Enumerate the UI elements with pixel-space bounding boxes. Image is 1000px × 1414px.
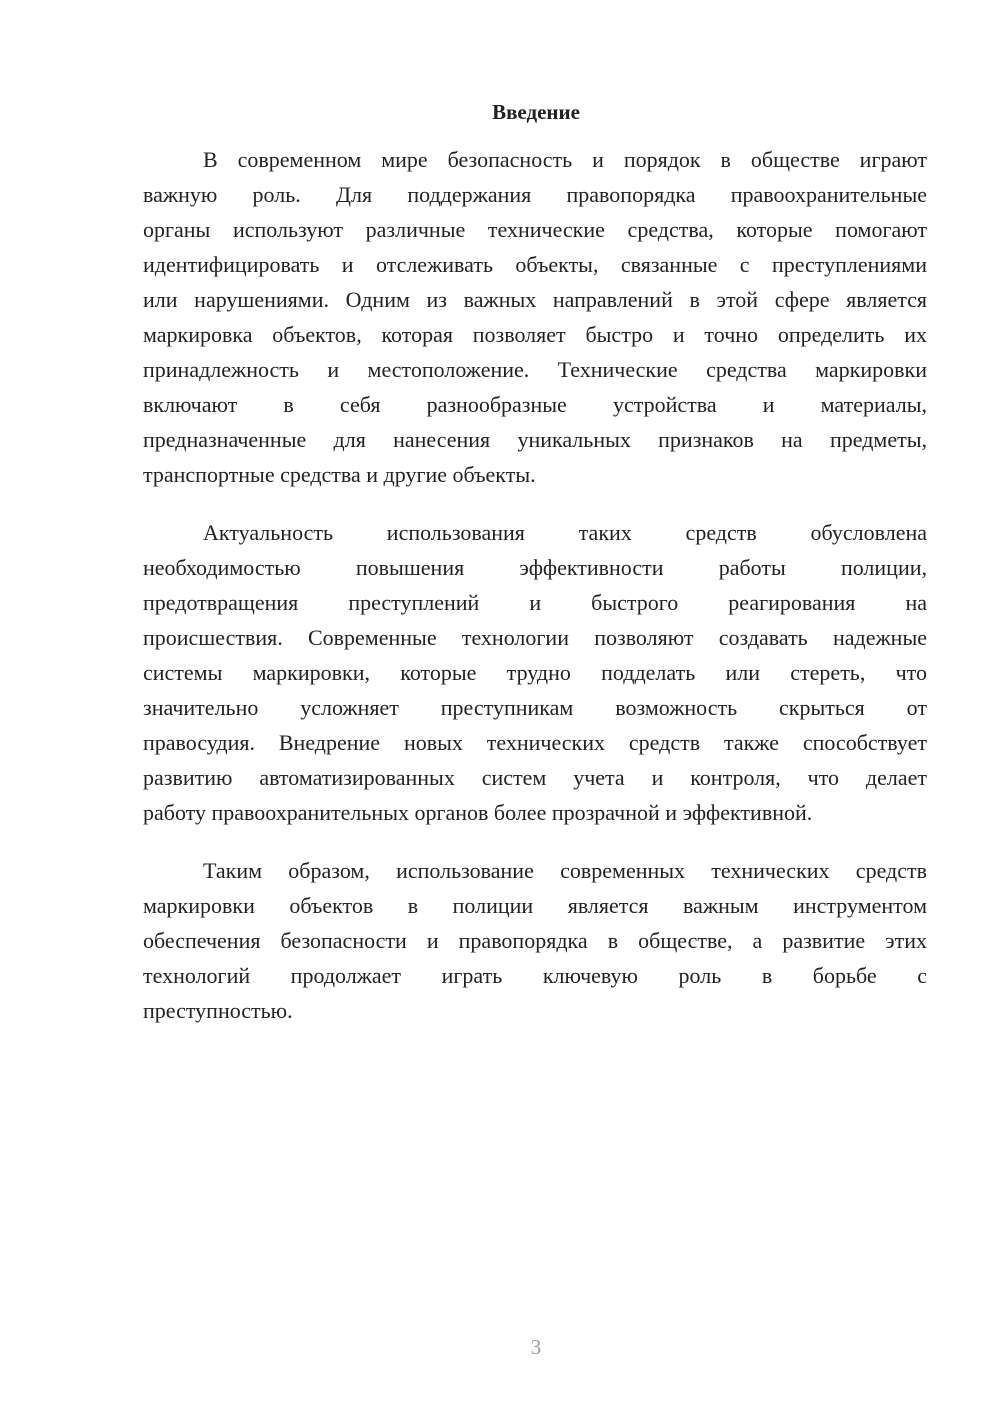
- text-line: необходимостью повышения эффективности работы полиции,: [143, 555, 927, 580]
- text-line: обеспечения безопасности и правопорядка в обществе, а развитие этих: [143, 928, 927, 953]
- paragraph-3: [143, 853, 927, 1028]
- text-line: происшествия. Современные технологии позволяют создавать надежные: [143, 625, 927, 650]
- text-line: включают в себя разнообразные устройства и материалы,: [143, 392, 927, 417]
- text-line: или нарушениями. Одним из важных направлений в этой сфере является: [143, 287, 927, 312]
- text-line: маркировка объектов, которая позволяет быстро и точно определить их: [143, 322, 927, 347]
- text-line: развитию автоматизированных систем учета и контроля, что делает: [143, 765, 927, 790]
- text-line: правосудия. Внедрение новых технических средств также способствует: [143, 730, 927, 755]
- paragraph-text: [143, 515, 927, 830]
- text-line: предназначенные для нанесения уникальных признаков на предметы,: [143, 427, 927, 452]
- paragraph-1: [143, 142, 927, 492]
- text-line: значительно усложняет преступникам возможность скрыться от: [143, 695, 927, 720]
- text-line: Актуальность использования таких средств обусловлена: [203, 520, 927, 545]
- text-line: работу правоохранительных органов более прозрачной и эффективной.: [143, 800, 813, 825]
- paragraph-text: [143, 142, 927, 492]
- text-line: идентифицировать и отслеживать объекты, связанные с преступлениями: [143, 252, 927, 277]
- text-line: Таким образом, использование современных технических средств: [203, 858, 927, 883]
- page-title: Введение: [492, 100, 580, 124]
- paragraph-text: [143, 853, 927, 1028]
- text-line: маркировки объектов в полиции является важным инструментом: [143, 893, 927, 918]
- text-line: важную роль. Для поддержания правопорядка правоохранительные: [143, 182, 927, 207]
- text-line: преступностью.: [143, 998, 293, 1023]
- paragraph-2: [143, 515, 927, 830]
- text-line: органы используют различные технические средства, которые помогают: [143, 217, 927, 242]
- page-number: 3: [530, 1335, 542, 1359]
- text-line: принадлежность и местоположение. Технические средства маркировки: [143, 357, 927, 382]
- text-line: предотвращения преступлений и быстрого реагирования на: [143, 590, 927, 615]
- text-line: технологий продолжает играть ключевую роль в борьбе с: [143, 963, 927, 988]
- text-line: транспортные средства и другие объекты.: [143, 462, 536, 487]
- text-line: В современном мире безопасность и порядок в обществе играют: [203, 147, 927, 172]
- text-line: системы маркировки, которые трудно подделать или стереть, что: [143, 660, 927, 685]
